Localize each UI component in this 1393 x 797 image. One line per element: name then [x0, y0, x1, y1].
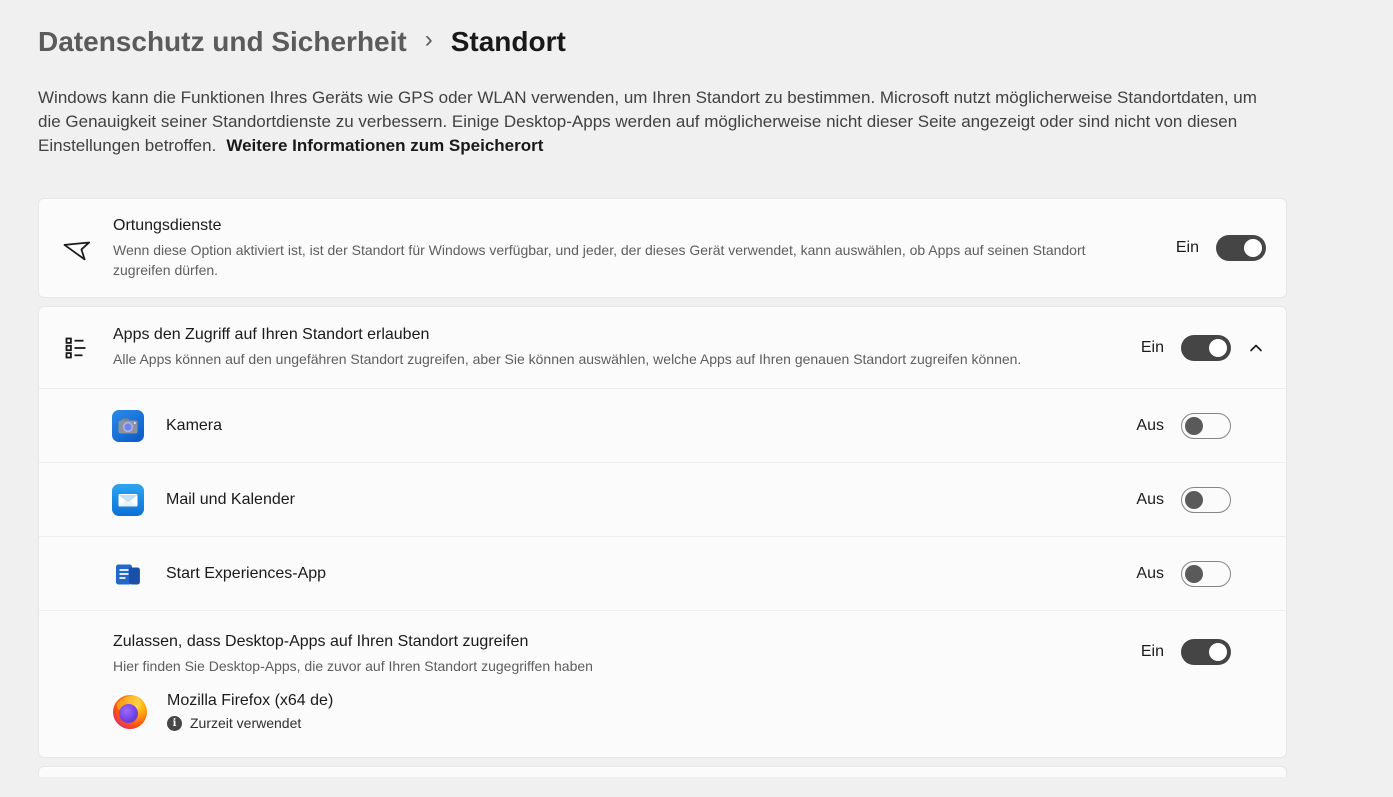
card-apps-access [38, 306, 1287, 758]
firefox-app-icon [113, 695, 147, 729]
app-row-toggle-label: Aus [1136, 490, 1164, 508]
app-row-label: Mail und Kalender [166, 490, 295, 508]
app-row-kamera [39, 388, 1286, 462]
toggle-knob [1209, 643, 1227, 661]
mail-kalender-toggle[interactable] [1181, 487, 1231, 513]
start-experiences-toggle[interactable] [1181, 561, 1231, 587]
app-row-toggle-label: Aus [1136, 416, 1164, 434]
apps-access-description: Alle Apps können auf den ungefähren Standort zugreifen, aber Sie können auswählen, welche Apps auf Ihren genauen Standort zugreifen können. [113, 351, 1022, 367]
app-row-mail-kalender [39, 462, 1286, 536]
page-description [38, 86, 1283, 158]
chevron-up-icon[interactable] [1246, 338, 1266, 358]
app-row-toggle-label: Aus [1136, 564, 1164, 582]
app-list-icon [39, 334, 113, 362]
desktop-app-status: Zurzeit verwendet [190, 715, 302, 731]
apps-access-title: Apps den Zugriff auf Ihren Standort erlauben [113, 326, 430, 343]
desktop-apps-title: Zulassen, dass Desktop-Apps auf Ihren Standort zugreifen [113, 633, 529, 650]
desktop-app-name: Mozilla Firefox (x64 de) [167, 692, 334, 709]
toggle-knob [1185, 417, 1203, 435]
breadcrumb [38, 26, 1393, 58]
info-icon: i [167, 716, 182, 731]
card-location-services [38, 198, 1287, 298]
apps-access-toggle[interactable] [1181, 335, 1231, 361]
card-partial-next [38, 766, 1287, 777]
apps-access-toggle-label: Ein [1140, 338, 1164, 356]
desktop-apps-section [39, 610, 1286, 757]
kamera-toggle[interactable] [1181, 413, 1231, 439]
app-row-label: Start Experiences-App [166, 564, 327, 582]
desktop-app-row-firefox [113, 692, 1141, 731]
location-services-toggle-label: Ein [1175, 239, 1199, 256]
desktop-apps-toggle[interactable] [1181, 639, 1231, 665]
mail-app-icon [112, 484, 144, 516]
camera-app-icon [112, 410, 144, 442]
toggle-knob [1209, 339, 1227, 357]
app-row-label: Kamera [166, 416, 223, 434]
toggle-knob [1185, 565, 1203, 583]
apps-access-header[interactable] [39, 307, 1286, 388]
app-row-start-experiences [39, 536, 1286, 610]
location-arrow-icon [39, 233, 113, 263]
toggle-knob [1244, 239, 1262, 257]
learn-more-link[interactable]: Weitere Informationen zum Speicherort [226, 136, 544, 155]
location-services-toggle[interactable] [1216, 235, 1266, 261]
desktop-apps-description: Hier finden Sie Desktop-Apps, die zuvor auf Ihren Standort zugegriffen haben [113, 658, 593, 674]
settings-cards [38, 198, 1287, 777]
breadcrumb-chevron-icon: › [424, 26, 433, 53]
location-services-title: Ortungsdienste [113, 216, 222, 234]
page-title: Standort [450, 26, 566, 57]
location-services-description: Wenn diese Option aktiviert ist, ist der Standort für Windows verfügbar, und jeder, der dieses Gerät verwendet, kann auswählen, ob Apps auf seinen Standort zugreifen dürfen. [113, 241, 1086, 278]
breadcrumb-parent[interactable]: Datenschutz und Sicherheit [38, 26, 407, 57]
toggle-knob [1185, 491, 1203, 509]
start-experiences-app-icon [112, 558, 144, 590]
page-description-text: Windows kann die Funktionen Ihres Geräts wie GPS oder WLAN verwenden, um Ihren Standort zu bestimmen. Microsoft nutzt möglicherweise Standortdaten, um die Genauigkeit seiner Standortdienste zu verbessern. Einige Desktop-Apps werden auf möglicherweise nicht dieser Seite angezeigt oder sind nicht von diesen Einstellungen betroffen. [38, 88, 1257, 155]
desktop-apps-toggle-label: Ein [1140, 643, 1164, 660]
